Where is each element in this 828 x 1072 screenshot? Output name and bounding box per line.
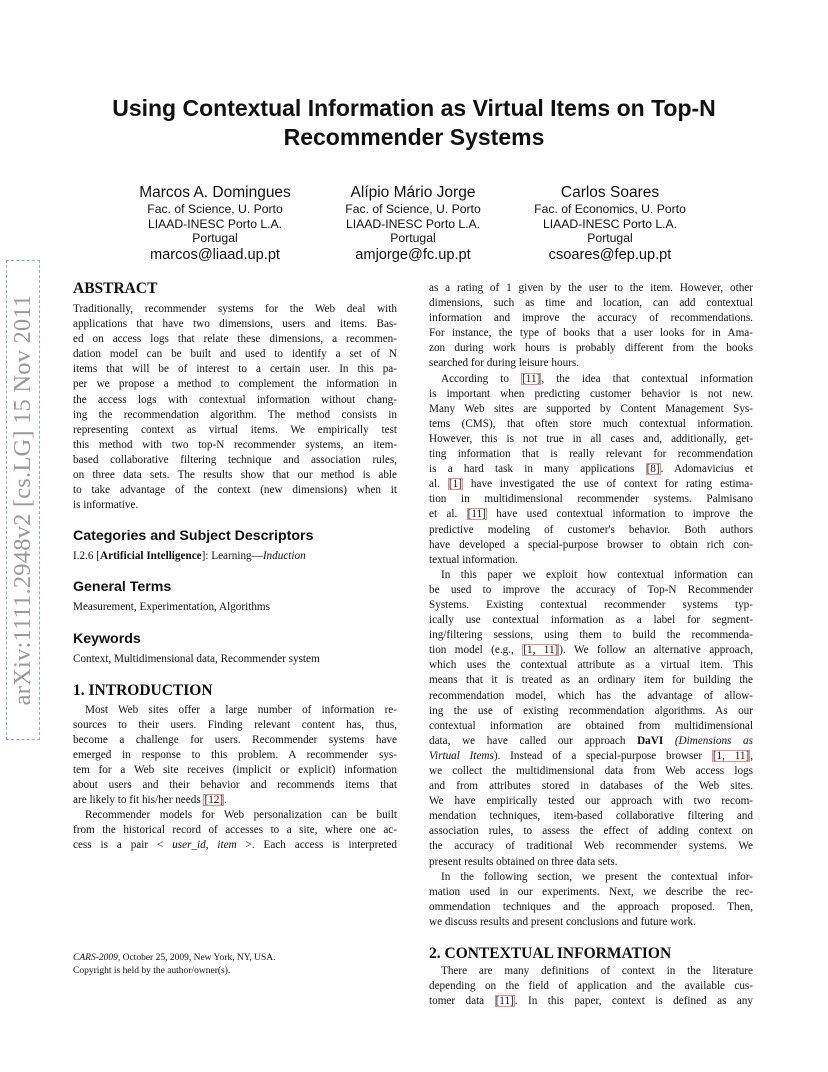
general-terms-heading: General Terms [73, 579, 172, 596]
body-line: is a hard task in many applications [8]. Adomavicius et [429, 463, 753, 476]
right-column [429, 281, 753, 1009]
intro-line: tem for a Web site receives (implicit or explicit) information [73, 763, 397, 776]
abstract-line: Traditionally, recommender systems for the Web deal with [73, 303, 397, 315]
body-line: tion model (e.g., [1, 11]). We follow an alternative approach, [429, 644, 753, 657]
author-country: Portugal [587, 231, 633, 245]
body-line: have developed a special-purpose browser to obtain rich con- [429, 538, 753, 551]
body-line: recommendation model, which has the advantage of allow- [429, 689, 753, 702]
footnote: CARS-2009, October 25, 2009, New York, NY, USA. Copyright is held by the author/owner(s). [73, 953, 276, 976]
body-line: means that it is treated as an ordinary item for building the [429, 674, 753, 687]
section-2-heading: 2. CONTEXTUAL INFORMATION [429, 945, 672, 963]
categories-heading: Categories and Subject Descriptors [73, 528, 314, 545]
abstract-line: to take advantage of the context (new dimensions) when it [73, 484, 397, 497]
body-line: Virtual Items). Instead of a special-purpose browser [1, 11], [429, 749, 754, 762]
author-name: Carlos Soares [560, 184, 660, 201]
intro-line: sources to their users. Finding relevant content has, thus, [73, 718, 397, 731]
abstract-line: this method with two top-N recommender systems, an item- [73, 438, 397, 451]
body-line: ing/filtering sessions, using them to build the recommenda- [429, 629, 753, 642]
body-line: be used to improve the accuracy of Top-N Recommender [429, 583, 753, 596]
keywords-heading: Keywords [73, 630, 141, 647]
intro-line: Most Web sites offer a large number of information re- [85, 703, 397, 716]
citation-link[interactable]: [1, 11] [523, 644, 559, 657]
left-column [73, 279, 397, 854]
author-affiliation: LIAAD-INESC Porto L.A. [345, 216, 481, 231]
body-line: and from attributes stored in databases of the Web sites. [429, 780, 753, 793]
abstract-line: based collaborative filtering technique and association rules, [73, 453, 397, 466]
abstract-body [73, 302, 397, 513]
intro-line: emerged in response to this problem. A recommender sys- [73, 748, 397, 761]
abstract-line: ing the recommendation algorithm. The method consists in [73, 408, 397, 421]
abstract-line: is informative. [73, 499, 139, 512]
abstract-line: items that will be of interest to a certain user. In this pa- [73, 363, 397, 376]
author-affiliation: LIAAD-INESC Porto L.A. [147, 216, 283, 231]
introduction-heading: 1. INTRODUCTION [73, 681, 213, 699]
citation-link[interactable]: [1, 11] [712, 749, 750, 762]
keywords-text: Context, Multidimensional data, Recommender system [73, 652, 320, 665]
body-line: zon during work hours is probably different from the books [429, 342, 753, 355]
body-line: ically use contextual information as a label for segment- [429, 614, 753, 627]
author-block [308, 184, 518, 264]
body-line: et al. [11] have used contextual information to improve the [429, 508, 753, 521]
body-line: tomer data [11]. In this paper, context is defined as any [429, 995, 753, 1008]
body-line: tion in multidimensional recommender systems. Palmisano [429, 493, 753, 506]
body-line: According to [11], the idea that contextual information [441, 372, 753, 385]
body-line: searched for during leisure hours. [429, 357, 580, 370]
body-line: we collect the multidimensional data from Web access logs [429, 765, 753, 777]
author-email: marcos@liaad.up.pt [149, 246, 280, 263]
body-line: which uses the contextual attribute as a virtual item. This [429, 659, 753, 672]
citation-link[interactable]: [11] [467, 508, 486, 521]
intro-line: about users and their behavior and recommends items that [73, 779, 397, 792]
author-affiliation: LIAAD-INESC Porto L.A. [542, 216, 678, 231]
intro-line: Recommender models for Web personalization can be built [85, 809, 397, 822]
author-email: csoares@fep.up.pt [548, 246, 672, 263]
body-line: In the following section, we present the contextual infor- [441, 870, 753, 883]
body-line: For instance, the type of books that a user looks for in Ama- [429, 327, 753, 340]
body-line: Many Web sites are supported by Content Management Sys- [429, 402, 753, 415]
categories-text: I.2.6 [Artificial Intelligence]: Learning—Induction [73, 550, 306, 563]
body-line: tems (CMS), that often store much contextual information. [429, 417, 753, 430]
abstract-line: representing context as virtual items. We empirically test [73, 423, 397, 436]
body-line: We have empirically tested our approach with two recom- [429, 795, 753, 808]
author-affiliation: Fac. of Science, U. Porto [345, 202, 481, 216]
arxiv-stamp-text[interactable]: arXiv:1111.2948v2 [cs.LG] 15 Nov 2011 [9, 294, 36, 706]
author-affiliation: Fac. of Economics, U. Porto [534, 202, 686, 216]
body-line: present results obtained on three data sets. [429, 855, 618, 868]
intro-line: cess is a pair < user_id, item >. Each access is interpreted [73, 839, 397, 852]
paper-title [40, 94, 788, 152]
introduction-body [73, 703, 397, 854]
body-line: In this paper we exploit how contextual information can [441, 568, 753, 581]
author-block [110, 184, 320, 264]
abstract-line: ed on access logs that relate these dimensions, a recommen- [73, 333, 397, 346]
citation-link[interactable]: [12] [204, 794, 224, 807]
body-line: as a rating of 1 given by the user to the item. However, other [429, 282, 753, 294]
body-line: mendation techniques, item-based collaborative filtering and [429, 810, 753, 823]
intro-line: are likely to fit his/her needs [12]. [73, 794, 227, 807]
citation-link[interactable]: [11] [522, 372, 541, 385]
body-line: textual information. [429, 553, 518, 566]
body-line: data, we have called our approach DaVI (Dimensions as [429, 734, 753, 747]
body-line: mation used in our experiments. Next, we describe the rec- [429, 885, 753, 898]
author-email: amjorge@fc.up.pt [355, 246, 471, 263]
body-line: the accuracy of traditional Web recommender systems. We [429, 840, 753, 853]
abstract-line: the access logs with contextual information without chang- [73, 393, 397, 406]
body-line: information and improve the accuracy of recommendations. [429, 312, 753, 325]
author-affiliation: Fac. of Science, U. Porto [147, 202, 283, 216]
author-block [505, 184, 715, 264]
body-line: Systems. Existing contextual recommender systems typ- [429, 598, 753, 611]
body-line: predictive modeling of customer's behavior. Both authors [429, 523, 753, 536]
intro-line: from the historical record of accesses to a site, where one ac- [73, 824, 397, 837]
arxiv-stamp[interactable] [6, 260, 40, 740]
body-line: There are many definitions of context in the literature [441, 965, 753, 978]
body-line: association rules, to assess the effect of adding context on [429, 825, 753, 838]
title-line: Using Contextual Information as Virtual Items on Top-N [112, 95, 716, 121]
body-line: ing the use of existing recommendation algorithms. As our [429, 704, 753, 717]
citation-link[interactable]: [8] [646, 463, 660, 476]
body-line: we discuss results and present conclusions and future work. [429, 915, 696, 928]
abstract-line: per we propose a method to complement the information in [73, 378, 397, 391]
author-name: Marcos A. Domingues [139, 184, 291, 201]
intro-line: become a challenge for users. Recommender systems have [73, 733, 397, 746]
author-country: Portugal [192, 231, 238, 245]
body-line: al. [1] have investigated the use of context for rating estima- [429, 478, 753, 491]
abstract-line: applications that have two dimensions, users and items. Bas- [73, 318, 397, 331]
body-line: contextual information are obtained from multidimensional [429, 719, 753, 732]
abstract-heading: ABSTRACT [73, 280, 158, 297]
title-line: Recommender Systems [283, 124, 545, 150]
body-line: is important when predicting customer behavior is not new. [429, 387, 753, 400]
body-line: dimensions, such as time and location, can add contextual [429, 297, 753, 310]
abstract-line: on three data sets. The results show that our method is able [73, 469, 397, 482]
body-line: ting information that is really relevant for recommendation [429, 448, 753, 461]
general-terms-text: Measurement, Experimentation, Algorithms [73, 601, 270, 614]
citation-link[interactable]: [11] [495, 995, 514, 1008]
citation-link[interactable]: [1] [448, 478, 462, 491]
body-line: depending on the field of application and the available cus- [429, 980, 753, 993]
body-line: However, this is not true in all cases and, additionally, get- [429, 432, 753, 445]
author-country: Portugal [390, 231, 436, 245]
abstract-line: dation model can be built and used to identify a set of N [73, 348, 397, 361]
author-name: Alípio Mário Jorge [350, 184, 476, 201]
body-line: ommendation techniques and the approach proposed. Then, [429, 900, 753, 913]
